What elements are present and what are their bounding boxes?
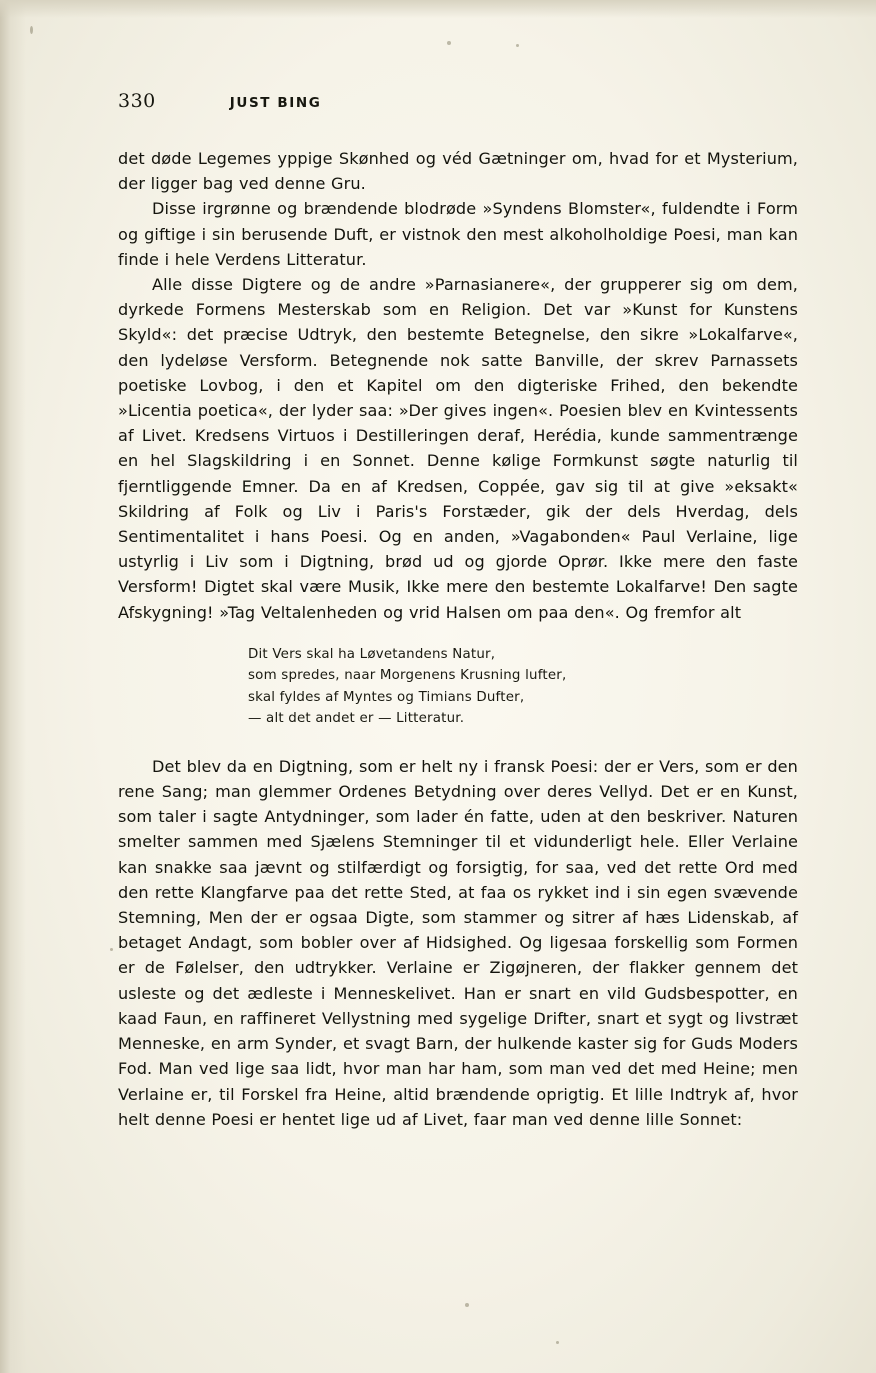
scan-speck bbox=[30, 26, 33, 34]
scan-speck bbox=[110, 948, 113, 951]
page-number: 330 bbox=[118, 90, 156, 112]
running-head: JUST BING bbox=[229, 95, 322, 111]
verse-line: skal fyldes af Myntes og Timians Dufter, bbox=[248, 689, 525, 705]
paragraph: Alle disse Digtere og de andre »Parnasianere«, der grupperer sig om dem, dyrkede Formens Mesterskab som en Religion. Det var »Kunst for Kunstens Skyld«: det præcise Udtryk, den bestemte Betegnelse, den sikre »Lokalfarve«, den lydeløse Versform. Betegnende nok satte Banville, der skrev Parnassets poetiske Lovbog, i den et Kapitel om den digteriske Frihed, den bekendte »Licentia poetica«, der lyder saa: »Der gives ingen«. Poesien blev en Kvintessents af Livet. Kredsens Virtuos i Destilleringen deraf, Herédia, kunde sammentrænge en hel Slagskildring i en Sonnet. Denne kølige Formkunst søgte naturlig til fjerntliggende Emner. Da en af Kredsen, Coppée, gav sig til at give »eksakt« Skildring af Folk og Liv i Paris's Forstæder, gik der dels Hverdag, dels Sentimentalitet i hans Poesi. Og en anden, »Vagabonden« Paul Verlaine, lige ustyrlig i Liv som i Digtning, brød ud og gjorde Oprør. Ikke mere den faste Versform! Digtet skal være Musik, Ikke mere den bestemte Lokalfarve! Den sagte Afskygning! »Tag Veltalenheden og vrid Halsen om paa den«. Og fremfor alt bbox=[118, 275, 798, 622]
scan-speck bbox=[447, 41, 451, 45]
verse-line: Dit Vers skal ha Løvetandens Natur, bbox=[248, 646, 496, 662]
paragraph: det døde Legemes yppige Skønhed og véd Gætninger om, hvad for et Mysterium, der ligger bag ved denne Gru. bbox=[118, 149, 798, 194]
verse-line: som spredes, naar Morgenens Krusning lufter, bbox=[248, 668, 567, 684]
paragraph: Det blev da en Digtning, som er helt ny i fransk Poesi: der er Vers, som er den rene Sang; man glemmer Ordenes Betydning over deres Vellyd. Det er en Kunst, som taler i sagte Antydninger, som lader én fatte, uden at den beskriver. Naturen smelter sammen med Sjælens Stemninger til et vidunderligt hele. Eller Verlaine kan snakke saa jævnt og stilfærdigt og forsigtig, for saa, ved det rette Ord med den rette Klangfarve paa det rette Sted, at faa os rykket ind i sin egen svævende Stemning, Men der er ogsaa Digte, som stammer og sitrer af hæs Lidenskab, af betaget Andagt, som bobler over af Hidsighed. Og ligesaa forskellig som Formen er de Følelser, den udtrykker. Verlaine er Zigøjneren, der flakker gennem det usleste og det ædleste i Menneskelivet. Han er snart en vild Gudsbespotter, en kaad Faun, en raffineret Vellystning med sygelige Drifter, snart et sygt og livstræt Menneske, en arm Synder, et svagt Barn, der hulkende kaster sig for Guds Moders Fod. Man ved lige saa lidt, hvor man har ham, som man ved det med Heine; men Verlaine er, til Forskel fra Heine, altid brændende oprigtig. Et lille Indtryk af, hvor helt denne Poesi er hentet lige ud af Livet, faar man ved denne lille Sonnet: bbox=[118, 756, 798, 1129]
scan-speck bbox=[465, 1303, 469, 1307]
body-text-block-one bbox=[118, 146, 798, 625]
scan-speck bbox=[556, 1341, 559, 1344]
verse-line: — alt det andet er — Litteratur. bbox=[248, 711, 465, 727]
page-content bbox=[118, 90, 798, 1132]
body-text-block-two bbox=[118, 754, 798, 1132]
paragraph: Disse irgrønne og brændende blodrøde »Syndens Blomster«, fuldendte i Form og giftige i sin berusende Duft, er vistnok den mest alkoholholdige Poesi, man kan finde i hele Verdens Litteratur. bbox=[118, 199, 798, 269]
scan-speck bbox=[516, 44, 519, 47]
page-header bbox=[118, 90, 798, 120]
verse-quotation bbox=[248, 644, 798, 730]
